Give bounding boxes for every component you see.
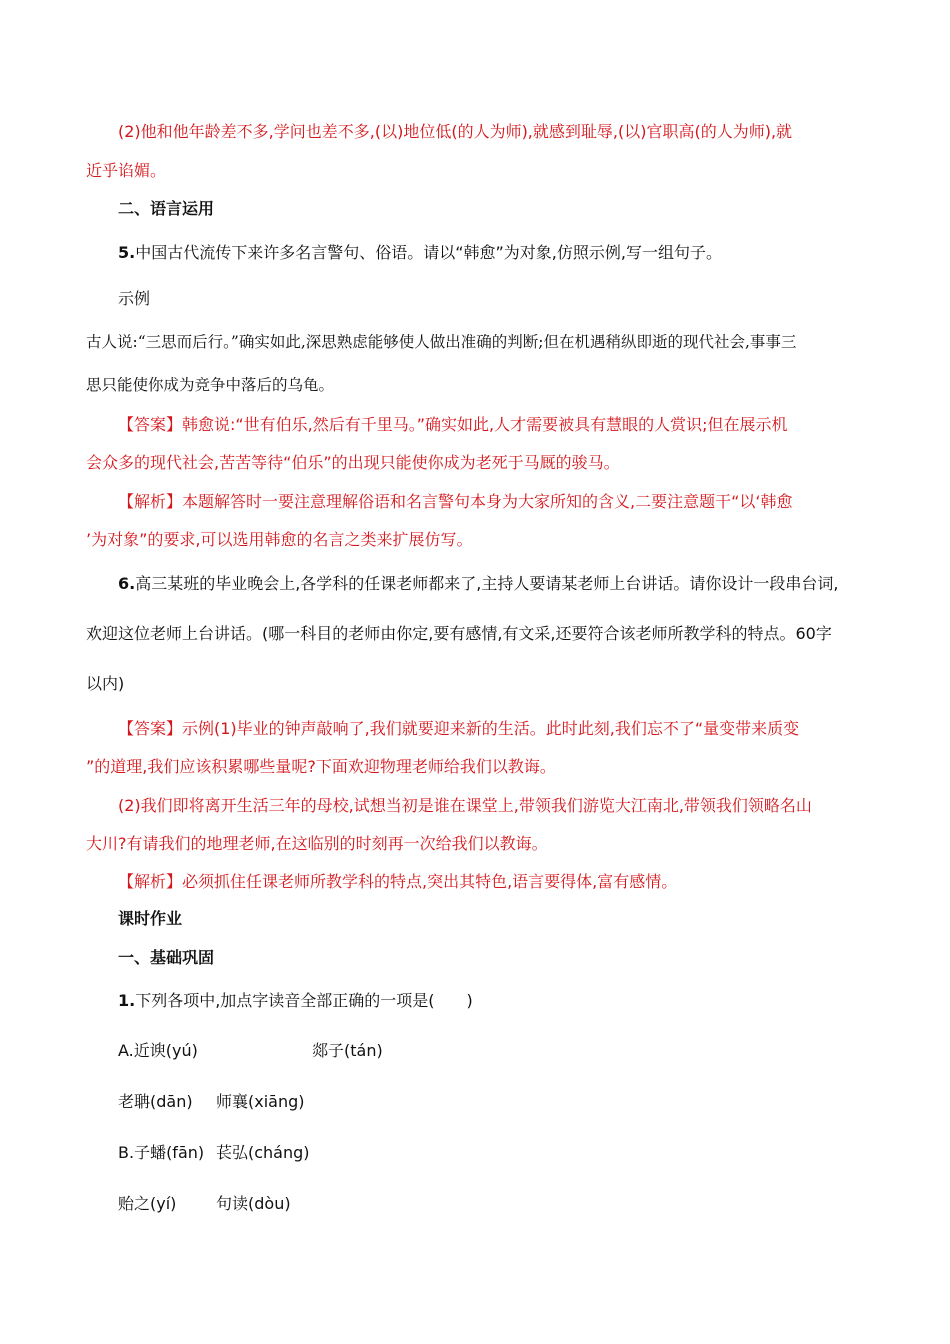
question-6-answer2-line2: 大川?有请我们的地理老师,在这临别的时刻再一次给我们以教诲。 <box>86 834 548 853</box>
option-a-item3: 老聃(dān) <box>118 1092 193 1111</box>
question-6-answer1-line2: ”的道理,我们应该积累哪些量呢?下面欢迎物理老师给我们以教诲。 <box>86 757 556 776</box>
section-title-basics: 一、基础巩固 <box>118 948 215 967</box>
question-5-answer-line1: 【答案】韩愈说:“世有伯乐,然后有千里马。”确实如此,人才需要被具有慧眼的人赏识;但在展示机 <box>118 415 788 434</box>
translation-2-line1: (2)他和他年龄差不多,学问也差不多,(以)地位低(的人为师),就感到耻辱,(以)官职高(的人为师),就 <box>118 122 793 141</box>
question-6-answer1-line1: 【答案】示例(1)毕业的钟声敲响了,我们就要迎来新的生活。此时此刻,我们忘不了“量变带来质变 <box>118 719 800 738</box>
option-b-item1: B.子蟠(fān) <box>118 1143 205 1162</box>
translation-2-line2: 近乎谄媚。 <box>86 161 167 180</box>
question-1-prompt <box>118 990 473 1012</box>
question-5-example-label: 示例 <box>118 289 151 308</box>
question-5-example-line1: 古人说:“三思而后行。”确实如此,深思熟虑能够使人做出准确的判断;但在机遇稍纵即逝的现代社会,事事三 <box>86 333 797 351</box>
question-6-prompt-line2: 欢迎这位老师上台讲话。(哪一科目的老师由你定,要有感情,有文采,还要符合该老师所教学科的特点。60字 <box>86 624 832 643</box>
question-6-text-line1: 高三某班的毕业晚会上,各学科的任课老师都来了,主持人要请某老师上台讲话。请你设计一段串台词, <box>135 574 839 593</box>
homework-title: 课时作业 <box>118 909 183 928</box>
question-5-example-line2: 思只能使你成为竞争中落后的乌龟。 <box>86 376 335 394</box>
option-a-item4: 师襄(xiāng) <box>216 1092 305 1111</box>
option-a-item2: 郯子(tán) <box>312 1041 383 1060</box>
option-b-item4: 句读(dòu) <box>216 1194 291 1213</box>
section-title-language-use: 二、语言运用 <box>118 199 215 218</box>
question-1-text: 下列各项中,加点字读音全部正确的一项是( ) <box>135 991 473 1010</box>
question-6-prompt-line1 <box>118 573 838 595</box>
question-5-prompt <box>118 242 722 264</box>
question-5-number: 5. <box>118 243 136 262</box>
question-5-answer-line2: 会众多的现代社会,苦苦等待“伯乐”的出现只能使你成为老死于马厩的骏马。 <box>86 453 620 472</box>
question-6-analysis: 【解析】必须抓住任课老师所教学科的特点,突出其特色,语言要得体,富有感情。 <box>118 872 678 891</box>
question-6-number: 6. <box>118 574 136 593</box>
option-b-item3: 贻之(yí) <box>118 1194 177 1213</box>
question-5-analysis-line2: ’为对象”的要求,可以选用韩愈的名言之类来扩展仿写。 <box>86 530 473 549</box>
question-6-prompt-line3: 以内) <box>86 674 125 693</box>
option-a-item1: A.近谀(yú) <box>118 1041 198 1060</box>
question-5-text: 中国古代流传下来许多名言警句、俗语。请以“韩愈”为对象,仿照示例,写一组句子。 <box>135 243 722 262</box>
question-6-answer2-line1: (2)我们即将离开生活三年的母校,试想当初是谁在课堂上,带领我们游览大江南北,带领我们领略名山 <box>118 796 812 815</box>
question-5-analysis-line1: 【解析】本题解答时一要注意理解俗语和名言警句本身为大家所知的含义,二要注意题干“以‘韩愈 <box>118 492 793 511</box>
option-b-item2: 苌弘(cháng) <box>216 1143 310 1162</box>
question-1-number: 1. <box>118 991 136 1010</box>
